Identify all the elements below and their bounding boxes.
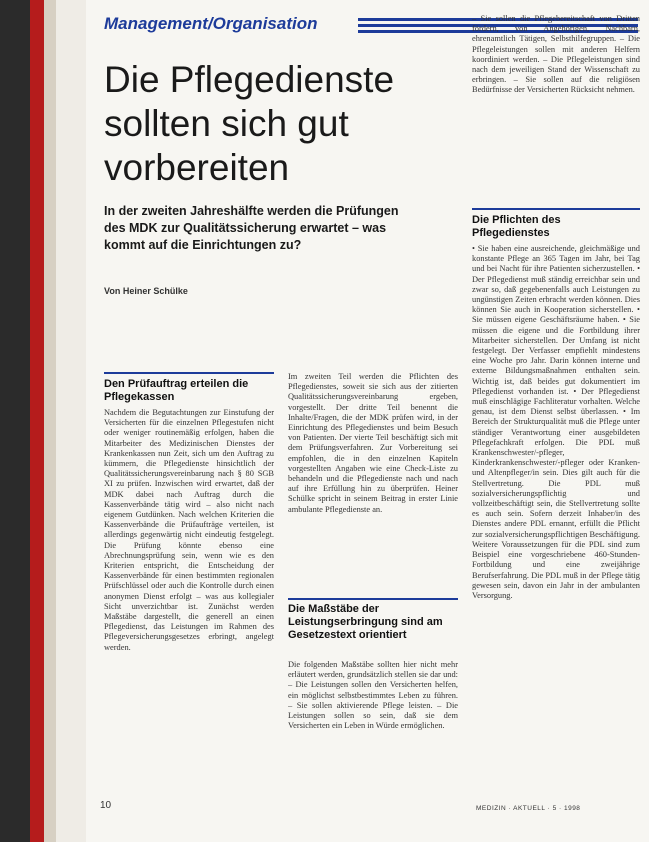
article-title <box>104 58 404 190</box>
article-intro: In der zweiten Jahreshälfte werden die Prüfungen des MDK zur Qualitätssicherung erwartet – was kommt auf die Einrichtungen zu? <box>104 204 399 252</box>
page-number: 10 <box>100 800 112 811</box>
page-edge-inner <box>56 0 86 842</box>
book-spine <box>0 0 30 842</box>
body-text-col1: Nachdem die Begutachtungen zur Einstufung der Versicherten für die einzelnen Pflegestufen nicht oder weniger routinemäßig erfolgen, haben die Mitarbeiter des Medizinischen Dienstes der Krankenkassen nun Zeit, sich um den Auftrag zu kümmern, die Pflegedienste hinsichtlich der Qualitätssicherungsvereinbarung nach § 80 SGB XI zu prüfen. Inzwischen wird erwartet, daß der MDK dabei nach Auftrag durch die Kassenverbände tätig wird – also nicht nach eigenem Gutdünken. Nach welchen Kriterien die Kassenverbände die Prüfaufträge verteilen, ist allerdings gegenwärtig nicht eindeutig festgelegt. Die Prüfung könnte ebenso eine Abrechnungsprüfung sein, wenn wie es den Kriterien entspricht, die Entscheidung der Kassenverbände für einen bestimmten regionalen Prüfschlüssel oder auch die Kontrolle durch einen anonymen Dienst erfolgt – was aus kollegialer Sicht unverzichtbar ist. Zunächst werden Maßstäbe dargestellt, die generell an einen Pflegedienst, das Leistungen im Rahmen des Pflegeversicherungsgesetzes erbringt, angelegt werden. <box>104 408 274 652</box>
author-byline: Von Heiner Schülke <box>104 286 188 296</box>
column-rule <box>288 598 458 600</box>
subhead-massstaebe: Die Maßstäbe der Leistungserbringung sind am Gesetzestext orientiert <box>288 603 443 641</box>
page-footer: MEDIZIN · AKTUELL · 5 · 1998 <box>476 805 581 812</box>
title-line: Die Pflegedienste <box>104 59 395 100</box>
body-text-col3-bottom: • Sie haben eine ausreichende, gleichmäßige und konstante Pflege an 365 Tagen im Jahr, bei Tag und bei Nacht für ihre Patienten sicherzustellen. • Der Pflegedienst muß ständig erreichbar sein und zwar so, daß gegebenenfalls auch Leistungen zu ungünstigen Zeiten erbracht werden können. Dies können Sie auch in Kooperation sicherstellen. • Sie müssen eigene Geschäftsräume haben. • Sie müssen die eigene und die Fortbildung ihrer Mitarbeiter sicherstellen. Der Umfang ist nicht festgelegt. Der Verfasser empfiehlt mindestens eine Woche pro Jahr. Darin können interne und externe Bildungsmaßnahmen enthalten sein. Wichtig ist, daß beides gut dokumentiert im Pflegedienst vorhanden ist. • Der Pflegedienst muß einschlägige Fachliteratur vorhalten. Welche genau, ist dem Dienst selbst überlassen. • Im Bereich der Strukturqualität muß die Pflege unter ständiger Verantwortung einer ausgebildeten Pflegefachkraft erfolgen. Die PDL muß Krankenschwester/-pfleger, Kinderkrankenschwester/-pfleger oder Kranken- und Altenpfleger/in sein. Dies gilt auch für die Stellvertretung. Die PDL muß sozialversicherungspflichtig und vollzeitbeschäftigt sein, die Stellvertretung sollte es auch sein. Sofern derzeit Inhaber/in des Dienstes andere PDL ernannt, erfüllt die Pflicht zur sozialversicherungspflichtigen Beschäftigung. Weitere Voraussetzungen für die PDL sind zum Beispiel eine vorgeschriebene 460-Stunden-Fortbildung und eine zweijährige Berufserfahrung. Die PDL muß in der Pflege tätig gewesen sein, davon ein Jahr in der ambulanten Versorgung. <box>472 244 640 600</box>
column-rule <box>104 372 274 374</box>
page-edge <box>44 0 56 842</box>
body-text-col2-bottom: Die folgenden Maßstäbe sollten hier nicht mehr erläutert werden, grundsätzlich stellen sie dar und: – Die Leistungen sollen den Versicherten helfen, ein möglichst selbstbestimmtes Leben zu führen. – Sie sollen aktivierende Pflege leisten. – Die Leistungen sollen so sein, daß sie dem Versicherten ein Leben in Würde ermöglichen. <box>288 660 458 731</box>
subhead-pflichten: Die Pflichten des Pflegedienstes <box>472 214 561 239</box>
title-line: vorbereiten <box>104 147 290 188</box>
subhead-pruefauftrag: Den Prüfauftrag erteilen die Pflegekassen <box>104 378 249 403</box>
section-label: Management/Organisation <box>104 14 318 33</box>
body-text-col2-top: Im zweiten Teil werden die Pflichten des Pflegedienstes, soweit sie sich aus der zitierten Qualitätssicherungsvereinbarung ergeben, vorgestellt. Der dritte Teil benennt die Inhalte/Fragen, die der MDK prüfen wird, in der Einrichtung des Pflegedienstes und beim Besuch von Patienten. Der vierte Teil beschäftigt sich mit dem Prüfungsverfahren. Zur Vorbereitung sei empfohlen, die in den einzelnen Kapiteln vorgestellten Angaben wie eine Check-Liste zu behandeln und die Pflegedienste nach und nach auf ihre Erfüllung hin zu überprüfen. Heiner Schülke spricht in seinem Beitrag in erster Linie ambulante Pflegedienste an. <box>288 372 458 514</box>
title-line: sollten sich gut <box>104 103 349 144</box>
page-edge-red <box>30 0 44 842</box>
column-rule <box>472 208 640 210</box>
body-text-col3-top: – Sie sollen die Pflegebereitschaft von Dritten fördern, von Angehörigen, Nachbarn, ehrenamtlich Tätigen, Selbsthilfegruppen. – Die Pflegeleistungen sollen mit anderen Helfern koordiniert werden. – Die Pflegeleistungen sind nach dem jeweiligen Stand der Wissenschaft zu erbringen. – Sie sollen auf die religiösen Bedürfnisse der Versicherten Rücksicht nehmen. <box>472 14 640 95</box>
